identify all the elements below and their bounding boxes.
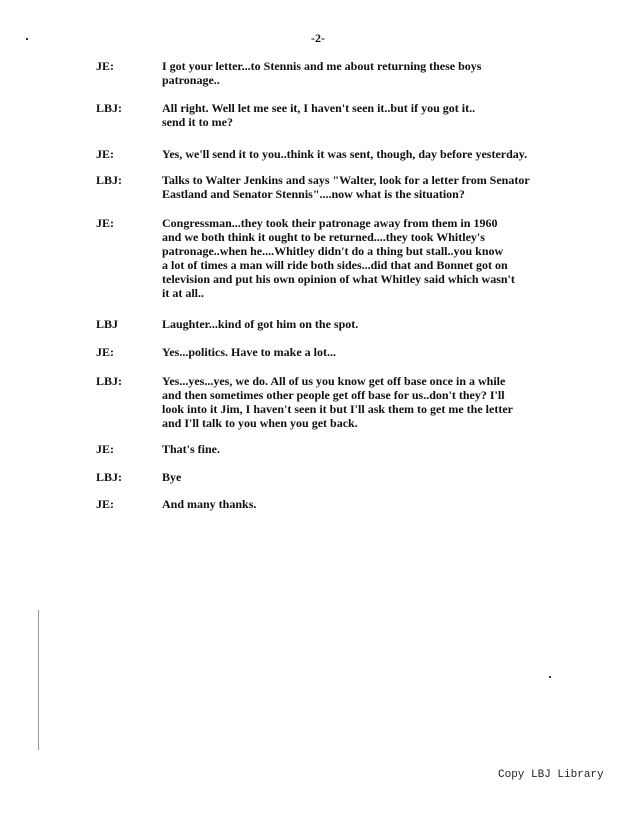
text-line: and I'll talk to you when you get back. — [162, 416, 358, 430]
speaker-label: JE: — [96, 147, 114, 161]
text-line: Congressman...they took their patronage away from them in 1960 — [162, 216, 498, 230]
speaker-label: LBJ — [96, 317, 119, 331]
text-line: and we both think it ought to be returned....they took Whitley's — [162, 230, 485, 244]
text-line: Yes...politics. Have to make a lot... — [162, 345, 336, 359]
speaker-label: JE: — [96, 442, 114, 456]
speech-text — [162, 216, 515, 300]
text-line: a lot of times a man will ride both sides...did that and Bonnet got on — [162, 258, 508, 272]
text-line: That's fine. — [162, 442, 221, 456]
speaker-label: LBJ: — [96, 101, 123, 115]
scan-speck — [549, 676, 551, 678]
text-line: look into it Jim, I haven't seen it but I'll ask them to get me the letter — [162, 402, 513, 416]
text-line: Yes...yes...yes, we do. All of us you know get off base once in a while — [162, 374, 506, 388]
speaker-label: LBJ: — [96, 374, 123, 388]
scan-speck — [26, 38, 28, 40]
text-line: patronage..when he....Whitley didn't do a thing but stall..you know — [162, 244, 504, 258]
text-line: All right. Well let me see it, I haven't seen it..but if you got it.. — [162, 101, 476, 115]
text-line: Talks to Walter Jenkins and says "Walter, look for a letter from Senator — [162, 173, 530, 187]
speech-text — [162, 59, 481, 87]
text-line: patronage.. — [162, 73, 220, 87]
text-line: Eastland and Senator Stennis"....now what is the situation? — [162, 187, 465, 201]
text-line: television and put his own opinion of what Whitley said which wasn't — [162, 272, 515, 286]
speech-text — [162, 317, 358, 331]
speech-text — [162, 345, 336, 359]
speaker-label: JE: — [96, 497, 114, 511]
speaker-label: LBJ: — [96, 470, 123, 484]
speech-text — [162, 147, 527, 161]
page-number: -2- — [311, 31, 325, 45]
text-line: Laughter...kind of got him on the spot. — [162, 317, 359, 331]
scan-edge-line — [38, 610, 39, 750]
text-line: send it to me? — [162, 115, 233, 129]
text-line: I got your letter...to Stennis and me about returning these boys — [162, 59, 482, 73]
speech-text — [162, 374, 513, 430]
speech-text — [162, 497, 256, 511]
speaker-label: JE: — [96, 59, 114, 73]
speaker-label: LBJ: — [96, 173, 123, 187]
text-line: it at all.. — [162, 286, 204, 300]
speech-text — [162, 101, 475, 129]
library-stamp: Copy LBJ Library — [498, 769, 604, 781]
speech-text — [162, 442, 220, 456]
speaker-label: JE: — [96, 345, 114, 359]
speaker-label: JE: — [96, 216, 114, 230]
text-line: And many thanks. — [162, 497, 257, 511]
text-line: Bye — [162, 470, 182, 484]
text-line: Yes, we'll send it to you..think it was sent, though, day before yesterday. — [162, 147, 528, 161]
speech-text — [162, 470, 181, 484]
speech-text — [162, 173, 530, 201]
text-line: and then sometimes other people get off base for us..don't they? I'll — [162, 388, 505, 402]
